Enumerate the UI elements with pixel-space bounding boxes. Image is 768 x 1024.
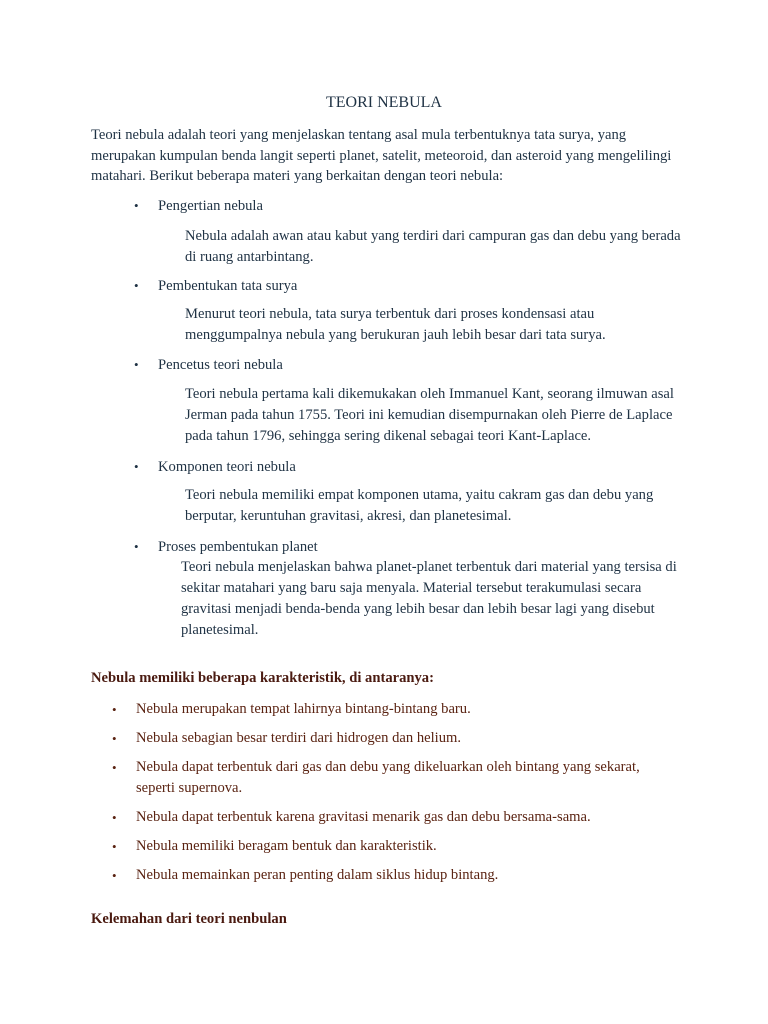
document-title: TEORI NEBULA — [326, 94, 442, 111]
list-item — [112, 836, 672, 857]
list-item-text: Nebula sebagian besar terdiri dari hidrogen dan helium. — [136, 730, 462, 746]
topic-description: Nebula adalah awan atau kabut yang terdiri dari campuran gas dan debu yang berada di ruang antarbintang. — [185, 228, 681, 265]
intro-paragraph: Teori nebula adalah teori yang menjelaskan tentang asal mula terbentuknya tata surya, yang merupakan kumpulan benda langit seperti planet, satelit, meteoroid, dan asteroid yang mengelilingi matahari. Berikut beberapa materi yang berkaitan dengan teori nebula: — [91, 127, 672, 184]
topic-label: Pencetus teori nebula — [158, 357, 283, 373]
weakness-heading: Kelemahan dari teori nenbulan — [91, 911, 287, 927]
bullet-icon: • — [112, 760, 117, 775]
characteristics-heading: Nebula memiliki beberapa karakteristik, di antaranya: — [91, 670, 434, 686]
bullet-icon: • — [134, 278, 139, 293]
topic-description: Teori nebula menjelaskan bahwa planet-planet terbentuk dari material yang tersisa di sekitar matahari yang baru saja menyala. Material tersebut terakumulasi secara gravitasi menjadi benda-benda yang lebih besar dan lebih besar lagi yang disebut planetesimal. — [181, 559, 677, 638]
list-item-text: Nebula dapat terbentuk karena gravitasi menarik gas dan debu bersama-sama. — [136, 809, 591, 825]
bullet-icon: • — [134, 539, 139, 554]
topic-label: Pembentukan tata surya — [158, 278, 298, 294]
bullet-icon: • — [112, 868, 117, 883]
list-item — [112, 757, 672, 799]
bullet-icon: • — [134, 198, 139, 213]
topic-description: Menurut teori nebula, tata surya terbentuk dari proses kondensasi atau menggumpalnya nebula yang berukuran jauh lebih besar dari tata surya. — [185, 306, 606, 343]
list-item — [112, 728, 672, 749]
topic-label: Komponen teori nebula — [158, 459, 296, 475]
topic-description: Teori nebula memiliki empat komponen utama, yaitu cakram gas dan debu yang berputar, keruntuhan gravitasi, akresi, dan planetesimal. — [185, 487, 654, 524]
topic-label: Pengertian nebula — [158, 198, 263, 214]
topic-label: Proses pembentukan planet — [158, 539, 318, 555]
list-item-text: Nebula memainkan peran penting dalam siklus hidup bintang. — [136, 867, 499, 883]
bullet-icon: • — [112, 731, 117, 746]
bullet-icon: • — [134, 357, 139, 372]
list-item-text: Nebula merupakan tempat lahirnya bintang-bintang baru. — [136, 701, 471, 717]
list-item — [112, 807, 672, 828]
bullet-icon: • — [134, 459, 139, 474]
bullet-icon: • — [112, 702, 117, 717]
list-item-text: Nebula dapat terbentuk dari gas dan debu yang dikeluarkan oleh bintang yang sekarat, seperti supernova. — [136, 759, 640, 796]
list-item-text: Nebula memiliki beragam bentuk dan karakteristik. — [136, 838, 437, 854]
bullet-icon: • — [112, 839, 117, 854]
list-item — [112, 865, 672, 886]
topic-description: Teori nebula pertama kali dikemukakan oleh Immanuel Kant, seorang ilmuwan asal Jerman pada tahun 1755. Teori ini kemudian disempurnakan oleh Pierre de Laplace pada tahun 1796, sehingga sering dikenal sebagai teori Kant-Laplace. — [185, 386, 674, 444]
list-item — [112, 699, 672, 720]
bullet-icon: • — [112, 810, 117, 825]
